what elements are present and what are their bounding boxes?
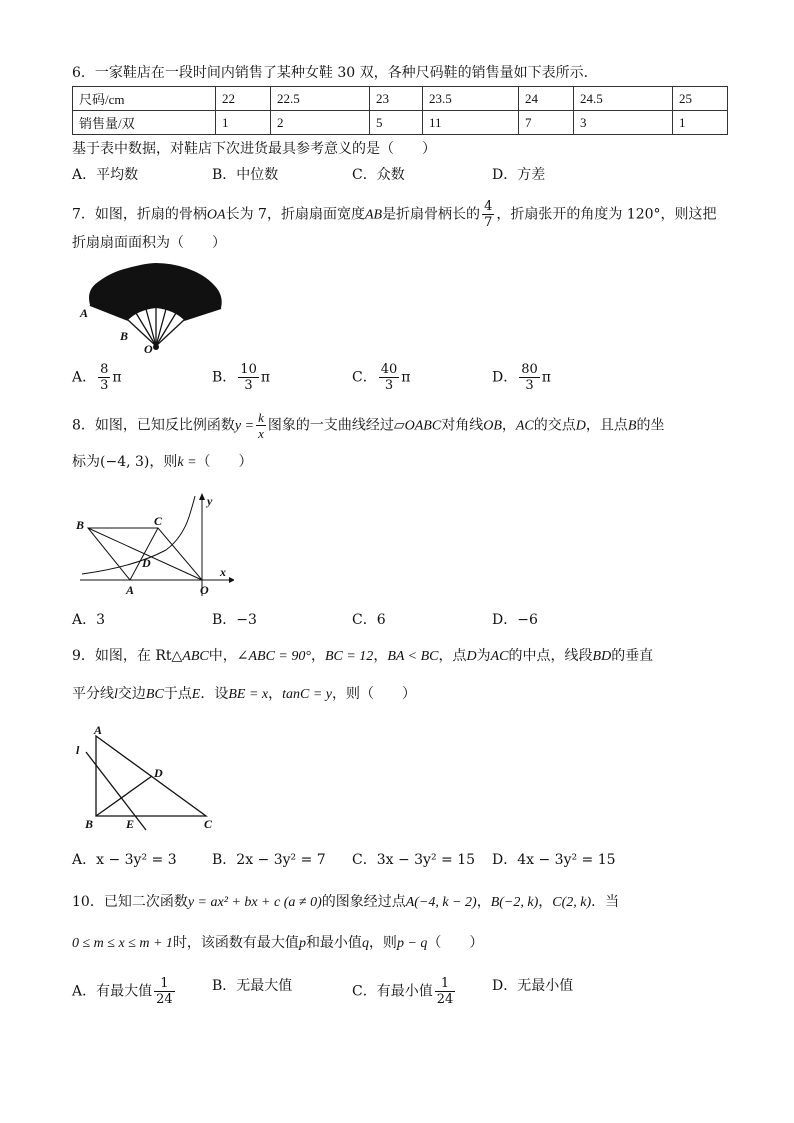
text: ，点 [438,648,467,664]
label-o: O [200,583,209,597]
option-text: D．无最小值 [492,978,574,994]
math: ABC [182,649,209,664]
math: BE = x [228,687,269,702]
math: BC = 12 [324,649,374,664]
text: 的图象经过点 [321,894,406,910]
math: p [298,936,306,951]
math: E [191,687,201,702]
label-l: l [76,743,80,757]
folding-fan-figure [76,260,236,360]
q9-option-c[interactable]: C．3x − 3y² = 15 [352,852,476,868]
numerator: 80 [521,362,538,377]
parallelogram-figure [74,492,234,600]
text: ，折扇张开的角度为 120°，则这把 [496,206,717,223]
option-letter: D． [492,369,518,386]
hyperbola-curve [82,496,195,574]
label-d: D [142,556,151,570]
text: 10．已知二次函数 [72,894,188,910]
numerator: 8 [100,362,109,377]
q6-option-a[interactable]: A．平均数 [72,167,139,183]
math: y = [234,418,255,434]
text: ，则 [149,454,178,470]
pi: π [112,369,122,386]
table-cell: 1 [673,111,728,135]
option-letter: C． [352,369,377,386]
table-cell: 1 [216,111,271,135]
math: AC [490,649,509,664]
fraction [482,199,494,230]
math: ▱OABC [393,418,442,434]
text: 的坐 [636,417,665,434]
table-cell: 5 [370,111,423,135]
label-a: A [94,723,103,737]
diagonal-ob [88,528,202,580]
bisector-l [86,752,146,830]
table-cell: 7 [519,111,574,135]
denominator: 3 [100,378,109,393]
text: 于点 [163,686,192,702]
fan-ribs [128,308,184,346]
q9-option-a[interactable]: A．x − 3y² = 3 [72,852,177,868]
math: q [361,936,369,951]
label-o: O [144,342,153,356]
q9-option-d[interactable]: D．4x − 3y² = 15 [492,852,616,868]
pi: π [260,369,271,386]
math: y = ax² + bx + c (a ≠ 0) [187,895,322,910]
q7-option-d[interactable] [492,362,551,393]
text: 对角线 [441,417,484,434]
math: AB [364,207,383,223]
text: 标为 [72,454,100,470]
fraction [98,362,110,393]
label-b: B [85,817,94,831]
right-triangle-figure [72,722,222,834]
text: 9．如图，在 Rt△ [72,648,183,664]
text: 图象的一支曲线经过 [267,417,394,434]
fraction [154,976,175,1007]
numerator: 1 [435,976,456,992]
table-cell: 22.5 [271,87,370,111]
table-cell: 23 [370,87,423,111]
text: ， [476,894,491,910]
math: tanC = y [282,687,332,702]
math: BD [592,649,612,664]
q9-stem-line2 [72,684,416,705]
numerator: 4 [484,199,493,214]
label-c: C [154,514,163,528]
table-cell: 11 [423,111,519,135]
q9-stem [72,646,653,667]
label-e: E [126,817,135,831]
option-text: A．有最大值 [72,983,153,1000]
label-x: x [220,565,226,579]
table-row [73,111,728,135]
fan-pivot [153,344,159,350]
option-letter: A． [72,369,97,386]
math: OB [483,418,502,434]
q8-stem: 8．如图，已知反比例函数y = $\frac{k}{x}$ 图象的一支曲线经过▱OABC对角线OB，AC的交点D，且点B的坐 [72,410,665,441]
pi: π [541,369,551,386]
q8-option-a[interactable]: A．3 [72,612,106,628]
text: 中， [208,648,237,664]
text: 长为 7，折扇扇面宽度 [225,206,365,223]
label-y: y [207,494,213,508]
q10-stem-line2 [72,933,483,954]
numerator: 40 [380,362,398,377]
table-cell: 销售量/双 [73,111,216,135]
math: 0 ≤ m ≤ x ≤ m + 1 [72,936,173,951]
text: 8．如图，已知反比例函数 [72,417,235,434]
text: 和最小值 [305,935,362,951]
math: k = [177,455,197,470]
text: 的垂直 [611,648,654,664]
q8-option-b[interactable]: B．−3 [212,612,257,628]
table-cell: 24 [519,87,574,111]
table-cell: 24.5 [574,87,673,111]
text: 是折扇骨柄长的 [382,206,481,223]
q10-option-d[interactable] [492,976,573,996]
label-a: A [126,583,135,597]
denominator: 24 [156,992,173,1007]
label-b: B [120,329,129,343]
fraction [519,362,540,393]
denominator: x [258,426,264,441]
text: ，则（ ） [332,686,416,702]
q7-option-c[interactable] [352,362,410,393]
q9-option-b[interactable]: B．2x − 3y² = 7 [212,852,326,868]
q6-stem: 6．一家鞋店在一段时间内销售了某种女鞋 30 双，各种尺码鞋的销售量如下表所示． [72,65,598,81]
math: B [627,418,637,434]
table-cell: 2 [271,111,370,135]
q10-option-a[interactable] [72,976,177,1007]
text: 平分线 [72,686,114,702]
text: 时，该函数有最大值 [172,935,299,951]
text: ， [310,648,325,664]
table-cell: 25 [673,87,728,111]
text: ．当 [591,894,620,910]
q7-stem-line2: 折扇扇面面积为（ ） [72,235,226,251]
pi: π [401,369,411,386]
table-cell: 3 [574,111,673,135]
diagonal-ac [130,528,158,580]
q7-option-a[interactable] [72,362,122,393]
numerator: k [258,410,264,425]
math: BC [145,687,164,702]
table-cell: 23.5 [423,87,519,111]
math: BA < BC [387,649,439,664]
q6-option-b[interactable]: B．中位数 [212,167,279,183]
math: (−4, 3) [100,454,150,470]
q7-option-b[interactable] [212,362,270,393]
q6-option-d[interactable]: D．方差 [492,167,546,183]
x-axis-arrow [229,577,234,583]
q8-option-d[interactable]: D．−6 [492,612,538,628]
q8-option-c[interactable]: C．6 [352,612,386,628]
text: 的中点，线段 [508,648,593,664]
text: ，则 [368,935,397,951]
label-a: A [80,306,89,320]
label-b: B [76,518,85,532]
table-row [73,87,728,111]
segment-bd [96,776,152,816]
math: OA [206,207,226,223]
fraction [238,362,259,393]
numerator: 1 [154,976,175,992]
q7-stem [72,199,717,230]
math: A(−4, k − 2) [405,895,477,910]
text: 交边 [117,686,146,702]
text: ， [268,686,283,702]
table-cell: 尺码/cm [73,87,216,111]
text: 的交点 [533,417,576,434]
numerator: 10 [240,362,257,377]
denominator: 3 [244,378,253,393]
label-d: D [154,766,163,780]
text: ．设 [200,686,229,702]
math: ∠ABC = 90° [236,649,311,664]
fraction [435,976,456,1007]
math: AC [515,418,534,434]
math: p − q [396,936,428,951]
denominator: 7 [484,215,493,230]
label-c: C [204,817,213,831]
text: （ ） [427,935,484,951]
option-text: B．无最大值 [212,978,293,994]
q10-option-c[interactable] [352,976,457,1007]
q8-stem-line2 [72,452,253,473]
fraction [256,410,266,441]
size-sales-table [72,86,728,135]
option-letter: B． [212,369,237,386]
math: D [575,418,586,434]
math: D [466,649,477,664]
math: B(−2, k) [490,895,539,910]
math: l [114,687,118,702]
text: ， [538,894,553,910]
text: 7．如图，折扇的骨柄 [72,206,207,223]
text: ，且点 [585,417,628,434]
denominator: 3 [525,378,534,393]
table-cell: 22 [216,87,271,111]
denominator: 3 [384,378,394,393]
text: 为 [476,648,491,664]
q10-option-b[interactable] [212,976,292,996]
q6-option-c[interactable]: C．众数 [352,167,405,183]
q6-question: 基于表中数据，对鞋店下次进货最具参考意义的是（ ） [72,141,436,157]
fraction [379,362,400,393]
option-text: C．有最小值 [352,983,433,1000]
denominator: 24 [436,992,454,1007]
q10-stem [72,892,619,913]
y-axis-arrow [199,493,205,500]
text: ， [373,648,388,664]
text: （ ） [196,454,253,470]
math: C(2, k) [552,895,592,910]
